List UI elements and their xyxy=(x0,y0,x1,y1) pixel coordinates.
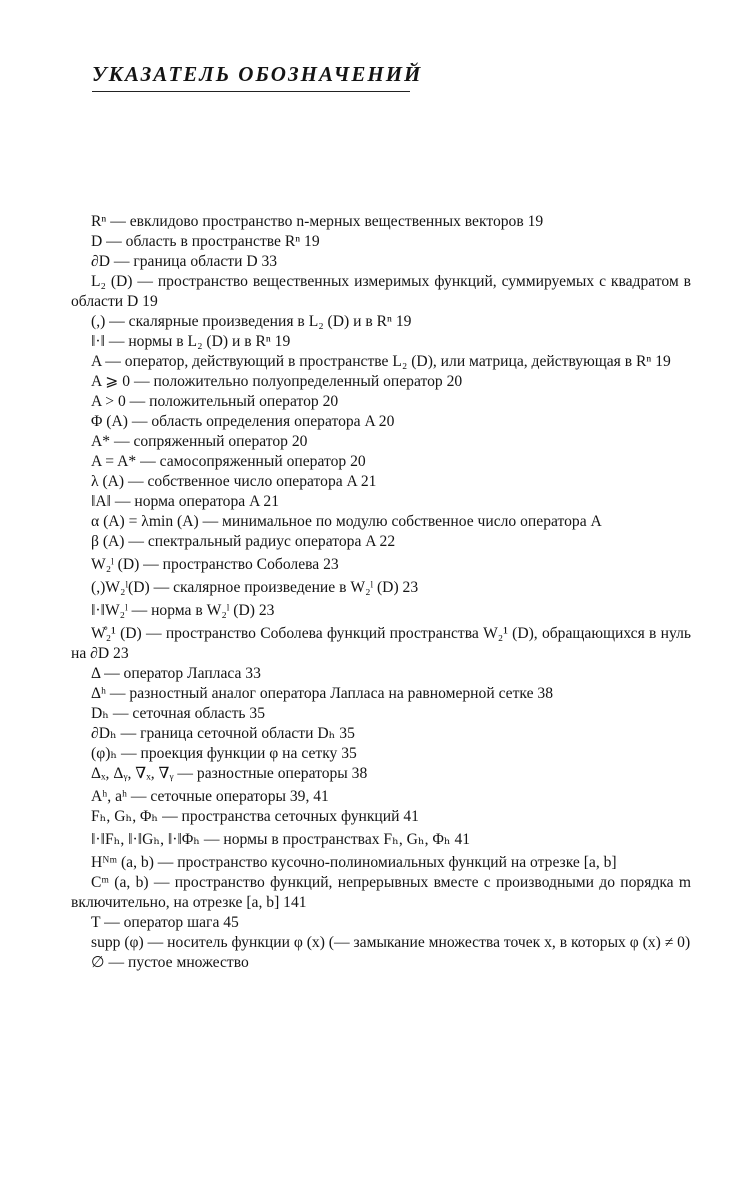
index-entry: Aʰ, aʰ — сеточные операторы 39, 41 xyxy=(91,788,329,805)
index-entry: ‖A‖ — норма оператора A 21 xyxy=(91,493,279,510)
index-entry: D — область в пространстве Rⁿ 19 xyxy=(91,233,320,250)
index-entry: Rⁿ — евклидово пространство n-мерных вещественных векторов 19 xyxy=(91,213,544,230)
index-entry: (,) — скалярные произведения в L₂ (D) и в Rⁿ 19 xyxy=(91,313,412,330)
index-entry: W̊₂¹ (D) — пространство Соболева функций пространства W₂¹ (D), обращающихся в нуль на ∂D 23 xyxy=(71,625,691,662)
index-entry: Hᴺᵐ (a, b) — пространство кусочно-полиномиальных функций на отрезке [a, b] xyxy=(91,854,617,871)
index-entry: Dₕ — сеточная область 35 xyxy=(91,705,265,722)
index-entry: Δʰ — разностный аналог оператора Лапласа на равномерной сетке 38 xyxy=(91,685,554,702)
index-entry: Δₓ, Δᵧ, ∇ₓ, ∇ᵧ — разностные операторы 38 xyxy=(91,765,368,782)
index-entry: β (A) — спектральный радиус оператора A 22 xyxy=(91,533,396,550)
index-entry: Fₕ, Gₕ, Φₕ — пространства сеточных функций 41 xyxy=(91,808,419,825)
page-title: УКАЗАТЕЛЬ ОБОЗНАЧЕНИЙ xyxy=(92,62,410,92)
index-entry: ‖·‖W₂ˡ — норма в W₂ˡ (D) 23 xyxy=(91,602,275,619)
index-entry: ∅ — пустое множество xyxy=(91,954,249,971)
index-entry: Φ (A) — область определения оператора A 20 xyxy=(91,413,395,430)
index-entry: ∂D — граница области D 33 xyxy=(91,253,278,270)
index-entry: (φ)ₕ — проекция функции φ на сетку 35 xyxy=(91,745,357,762)
index-entry: ‖·‖ — нормы в L₂ (D) и в Rⁿ 19 xyxy=(91,333,291,350)
index-entry: ∂Dₕ — граница сеточной области Dₕ 35 xyxy=(91,725,355,742)
index-entry: ‖·‖Fₕ, ‖·‖Gₕ, ‖·‖Φₕ — нормы в пространствах Fₕ, Gₕ, Φₕ 41 xyxy=(91,831,471,848)
index-entry: α (A) = λmin (A) — минимальное по модулю собственное число оператора A xyxy=(91,513,602,530)
index-entry: Cᵐ (a, b) — пространство функций, непрерывных вместе с производными до порядка m включительно, на отрезке [a, b] 141 xyxy=(71,874,691,911)
index-entry: L₂ (D) — пространство вещественных измеримых функций, суммируемых с квадратом в области D 19 xyxy=(71,273,691,310)
index-entry: (,)W₂ˡ(D) — скалярное произведение в W₂ˡ (D) 23 xyxy=(91,579,419,596)
index-entry: A ⩾ 0 — положительно полуопределенный оператор 20 xyxy=(91,373,463,390)
index-entry: A > 0 — положительный оператор 20 xyxy=(91,393,339,410)
index-entry: λ (A) — собственное число оператора A 21 xyxy=(91,473,377,490)
index-entry: A = A* — самосопряженный оператор 20 xyxy=(91,453,366,470)
index-entry: T — оператор шага 45 xyxy=(91,914,239,931)
index-entry: W₂ˡ (D) — пространство Соболева 23 xyxy=(91,556,339,573)
index-entry: supp (φ) — носитель функции φ (x) (— замыкание множества точек x, в которых φ (x) ≠ 0) xyxy=(91,934,691,951)
index-entry: A* — сопряженный оператор 20 xyxy=(91,433,308,450)
notation-index-list xyxy=(71,212,691,973)
index-entry: Δ — оператор Лапласа 33 xyxy=(91,665,261,682)
index-entry: A — оператор, действующий в пространстве L₂ (D), или матрица, действующая в Rⁿ 19 xyxy=(91,353,671,370)
